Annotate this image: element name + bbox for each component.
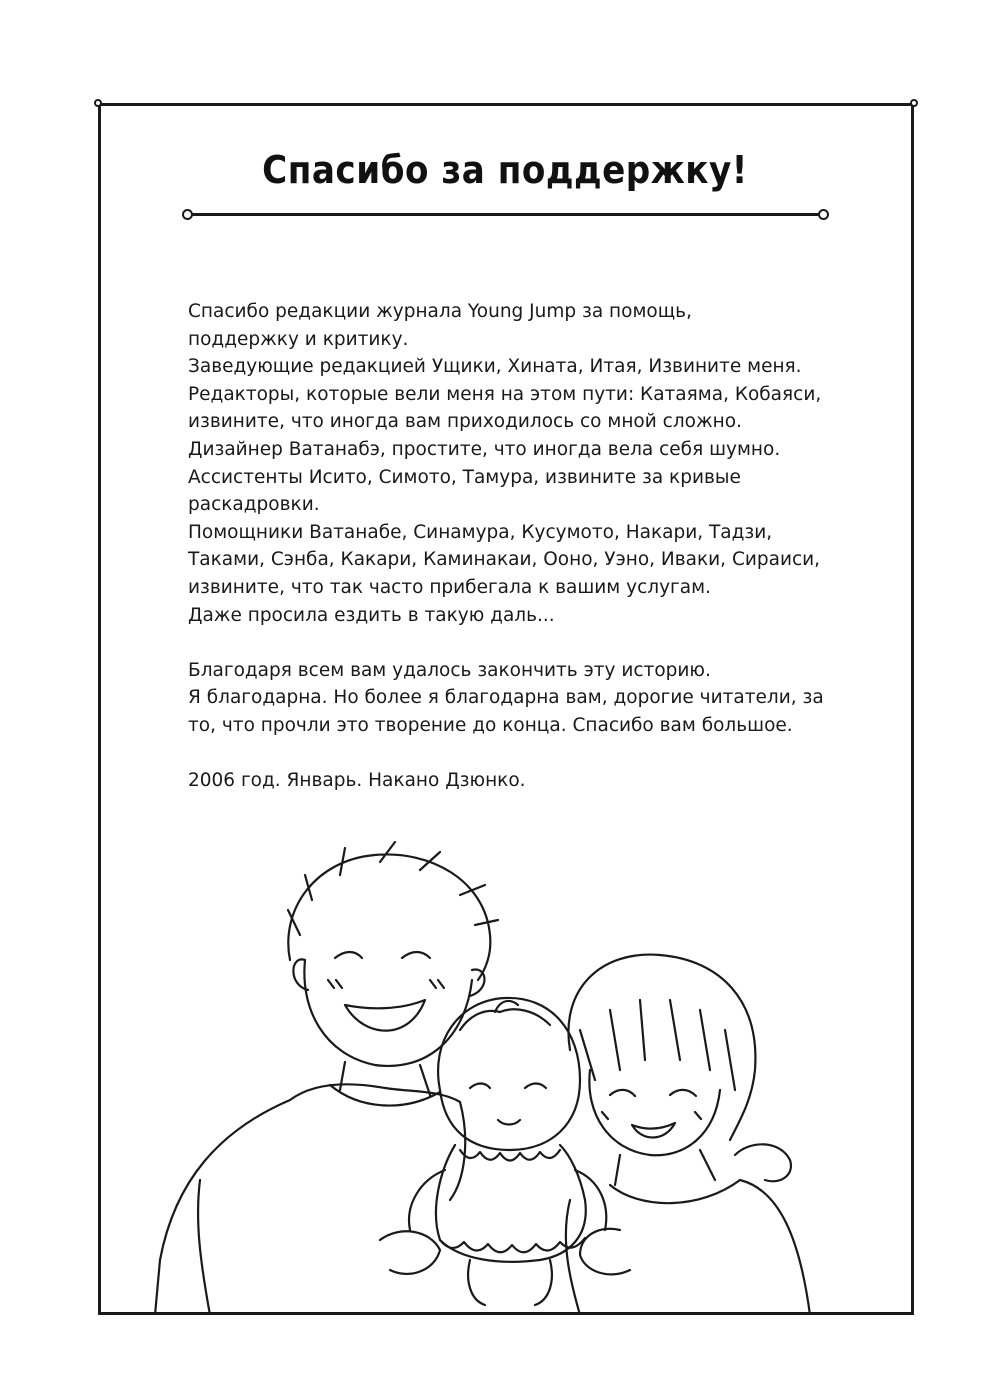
frame-corner-ornament [910, 99, 918, 107]
woman-hair [568, 955, 755, 1140]
text-line: то, что прочли это творение до конца. Спасибо вам большое. [188, 714, 793, 736]
family-illustration [140, 840, 840, 1315]
woman-hand [735, 1144, 791, 1181]
baby-hair [460, 1001, 550, 1030]
woman-mouth [632, 1123, 675, 1138]
text-line: Ассистенты Исито, Симото, Тамура, извините за кривые [188, 466, 741, 488]
text-line: поддержку и критику. [188, 328, 409, 350]
man-sweater [155, 1084, 465, 1315]
text-line: Дизайнер Ватанабэ, простите, что иногда вела себя шумно. [188, 438, 781, 460]
text-line: Помощники Ватанабе, Синамура, Кусумото, Накари, Тадзи, [188, 521, 773, 543]
woman-eye-right [670, 1090, 696, 1096]
text-line: Я благодарна. Но более я благодарна вам, дорогие читатели, за [188, 687, 824, 709]
text-line: извините, что иногда вам приходилось со мной сложно. [188, 411, 742, 433]
man-blush [328, 980, 444, 988]
frame-corner-ornament [94, 99, 102, 107]
text-line: Заведующие редакцией Ущики, Хината, Итая, Извините меня. [188, 356, 802, 378]
acknowledgements-text [188, 298, 848, 795]
text-line: Редакторы, которые вели меня на этом пути: Катаяма, Кобаяси, [188, 383, 822, 405]
woman-hand-holding [580, 1229, 630, 1275]
text-line: Даже просила ездить в такую даль... [188, 604, 555, 626]
title-divider [188, 213, 824, 216]
baby-eye-right [525, 1084, 546, 1089]
signature-line: 2006 год. Январь. Накано Дзюнко. [188, 770, 526, 792]
text-line: извините, что так часто прибегала к вашим услугам. [188, 576, 711, 598]
man-mouth [345, 1000, 425, 1031]
woman-face [589, 1070, 720, 1155]
woman-body [566, 1150, 810, 1315]
text-line: раскадровки. [188, 494, 320, 516]
man-eye-left [335, 952, 362, 958]
baby-mouth [498, 1120, 520, 1125]
baby-leg [468, 1260, 552, 1305]
text-line: Благодаря всем вам удалось закончить эту историю. [188, 659, 711, 681]
woman-eye-left [610, 1090, 635, 1096]
man-face [304, 960, 472, 1066]
woman-blush [602, 1112, 701, 1119]
divider-end-ornament [182, 209, 193, 220]
text-line: Спасибо редакции журнала Young Jump за помощь, [188, 301, 692, 322]
man-hair [288, 842, 498, 980]
man-hand [380, 1231, 440, 1274]
paragraph-gap [188, 740, 848, 768]
page-title: Спасибо за поддержку! [262, 148, 748, 192]
paragraph-gap [188, 629, 848, 657]
baby-collar-frill [460, 1150, 560, 1161]
divider-end-ornament [818, 209, 829, 220]
baby-skirt-frill [440, 1238, 585, 1252]
text-line: Таками, Сэнба, Какари, Каминакаи, Ооно, Уэно, Иваки, Сираиси, [188, 549, 821, 571]
man-eye-right [402, 952, 430, 958]
baby-eye-left [470, 1084, 490, 1089]
